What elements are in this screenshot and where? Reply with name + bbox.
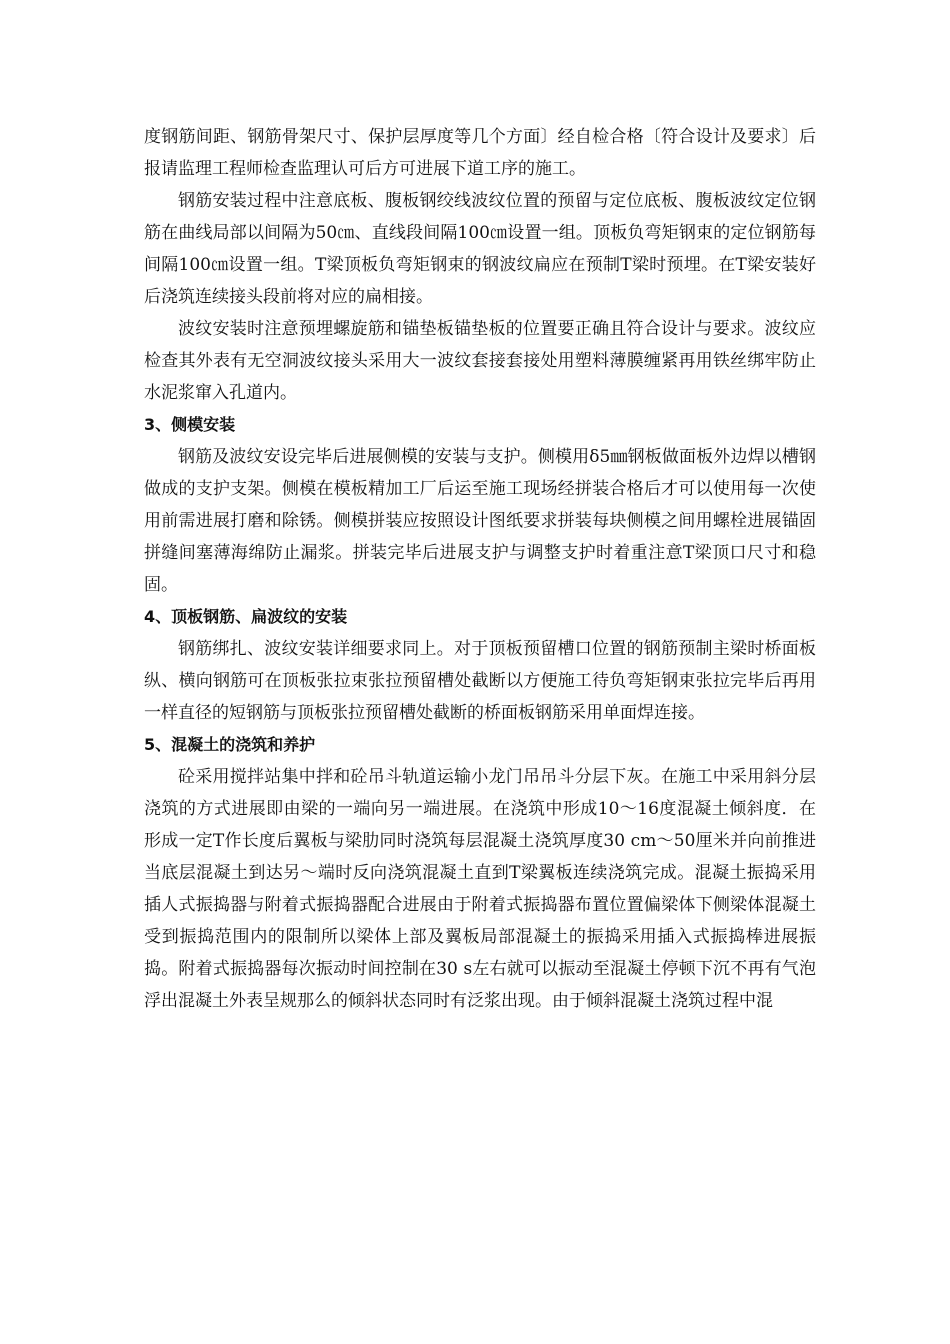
section-heading-concrete-pouring: 5、混凝土的浇筑和养护 xyxy=(144,735,316,754)
paragraph-side-formwork: 钢筋及波纹安设完毕后进展侧模的安装与支护。侧模用δ5㎜钢板做面板外边焊以槽钢做成的支护支架。侧模在模板精加工厂后运至施工现场经拼装合格后才可以使用每一次使用前需进展打磨和除锈。侧模拼装应按照设计图纸要求拼装每块侧模之间用螺栓进展锚固拼缝间塞薄海绵防止漏浆。拼装完毕后进展支护与调整支护时着重注意T梁顶口尺寸和稳固。 xyxy=(144,447,816,595)
paragraph-duct-installation: 波纹安装时注意预埋螺旋筋和锚垫板锚垫板的位置要正确且符合设计与要求。波纹应检查其外表有无空洞波纹接头采用大一波纹套接套接处用塑料薄膜缠紧再用铁丝绑牢防止水泥浆窜入孔道内。 xyxy=(144,319,816,403)
section-heading-top-slab: 4、顶板钢筋、扁波纹的安装 xyxy=(144,607,348,626)
section-heading-side-formwork: 3、侧模安装 xyxy=(144,415,236,434)
paragraph-rebar-installation: 钢筋安装过程中注意底板、腹板钢绞线波纹位置的预留与定位底板、腹板波纹定位钢筋在曲线局部以间隔为50㎝、直线段间隔100㎝设置一组。顶板负弯矩钢束的定位钢筋每间隔100㎝设置一组。T梁顶板负弯矩钢束的钢波纹扁应在预制T梁时预埋。在T梁安装好后浇筑连续接头段前将对应的扁相接。 xyxy=(144,191,816,307)
paragraph-concrete-pouring: 砼采用搅拌站集中拌和砼吊斗轨道运输小龙门吊吊斗分层下灰。在施工中采用斜分层浇筑的方式进展即由梁的一端向另一端进展。在浇筑中形成10～16度混凝土倾斜度．在形成一定T作长度后翼板与梁肋同时浇筑每层混凝土浇筑厚度30 cm～50厘米并向前推进当底层混凝土到达另～端时反向浇筑混凝土直到T梁翼板连续浇筑完成。混凝土振捣采用插人式振捣器与附着式振捣器配合进展由于附着式振捣器布置位置偏梁体下侧梁体混凝土受到振捣范围内的限制所以梁体上部及翼板局部混凝土的振捣采用插入式振捣棒进展振捣。附着式振捣器每次振动时间控制在30 s左右就可以振动至混凝土停顿下沉不再有气泡浮出混凝土外表呈规那么的倾斜状态同时有泛浆出现。由于倾斜混凝土浇筑过程中混 xyxy=(144,767,816,1011)
document-body xyxy=(144,121,816,1017)
paragraph-continued: 度钢筋间距、钢筋骨架尺寸、保护层厚度等几个方面〕经自检合格〔符合设计及要求〕后报请监理工程师检查监理认可后方可进展下道工序的施工。 xyxy=(144,127,816,179)
paragraph-top-slab: 钢筋绑扎、波纹安装详细要求同上。对于顶板预留槽口位置的钢筋预制主梁时桥面板纵、横向钢筋可在顶板张拉束张拉预留槽处截断以方便施工待负弯矩钢束张拉完毕后再用一样直径的短钢筋与顶板张拉预留槽处截断的桥面板钢筋采用单面焊连接。 xyxy=(144,639,816,723)
